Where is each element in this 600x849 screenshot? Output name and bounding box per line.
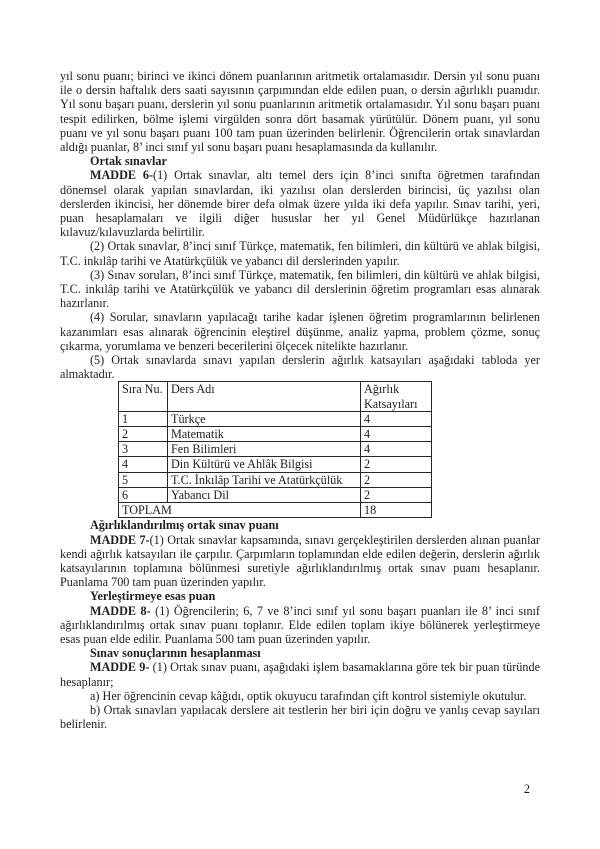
cell-ders: Yabancı Dil [168,487,361,502]
cell-sira: 5 [119,472,168,487]
paragraph-madde9 [60,660,540,688]
paragraph-item-a: a) Her öğrencinin cevap kâğıdı, optik okuyucu tarafından çift kontrol sistemiyle okutulur. [90,688,527,703]
cell-ders: T.C. İnkılâp Tarihi ve Atatürkçülük [168,472,361,487]
heading-agirliklandirilmis: Ağırlıklandırılmış ortak sınav puanı [90,518,279,533]
cell-ders: Türkçe [168,411,361,426]
table-row [119,487,432,502]
header-agirlik-katsayilari: Ağırlık Katsayıları [361,382,432,411]
cell-katsayi: 2 [361,457,432,472]
madde6-label: MADDE 6- [90,168,154,183]
cell-sira: 1 [119,411,168,426]
header-ders-adi: Ders Adı [168,382,361,411]
table-header [119,382,432,411]
cell-katsayi: 4 [361,427,432,442]
cell-toplam-value: 18 [361,503,432,518]
paragraph-madde6 [60,168,540,239]
cell-toplam-label: TOPLAM [119,503,361,518]
madde7-text: (1) Ortak sınavlar kapsamında, sınavı gerçekleştirilen derslerden alınan puanlar kendi ağırlık katsayıları ile çarpılır. Çarpımların toplamından elde edilen değerin, derslerin ağırlık katsayılarının toplamına bölünmesi suretiyle ağırlıklandırılmış ortak sınav puanı hesaplanır. Puanlama 700 tam puan üzerinden yapılır. [60,532,540,590]
cell-ders: Matematik [168,427,361,442]
madde6-text: (1) Ortak sınavlar, altı temel ders için 8’inci sınıfta öğretmen tarafından dönemsel olarak yapılan sınavlardan, iki yazılısı olan derslerden birincisi, üç yazılısı olan derslerden ikincisi, her dönemde birer defa olmak üzere yılda iki defa yapılır. Sınav tarihi, yeri, puan hesaplamaları ve ilgili diğer hususlar her yıl Genel Müdürlükçe hazırlanan kılavuz/kılavuzlarda belirtilir. [60,168,540,240]
cell-katsayi: 2 [361,487,432,502]
table-header-row [119,382,432,411]
paragraph-madde8 [60,604,540,647]
heading-yerlestirmeye-esas-puan: Yerleştirmeye esas puan [90,589,216,604]
heading-ortak-sinavlar: Ortak sınavlar [90,154,167,169]
table-row [119,427,432,442]
weight-coefficients-table [118,381,432,518]
paragraph-madde6-fikra3: (3) Sınav soruları, 8’inci sınıf Türkçe, matematik, fen bilimleri, din kültürü ve ahlak bilgisi, T.C. inkılâp tarihi ve Atatürkçülük ve yabancı dil derslerinin öğretim programları esas alınarak hazırlanır. [60,267,540,311]
cell-katsayi: 4 [361,411,432,426]
cell-ders: Din Kültürü ve Ahlâk Bilgisi [168,457,361,472]
paragraph-madde6-fikra2: (2) Ortak sınavlar, 8’inci sınıf Türkçe, matematik, fen bilimleri, din kültürü ve ahlak bilgisi, T.C. inkılâp tarihi ve Atatürkçülük ve yabancı dil derslerinden yapılır. [60,239,540,268]
cell-sira: 3 [119,442,168,457]
cell-sira: 6 [119,487,168,502]
table-row [119,442,432,457]
madde9-label: MADDE 9- [90,660,150,675]
madde8-label: MADDE 8- [90,603,151,618]
cell-sira: 4 [119,457,168,472]
page-number: 2 [523,782,530,796]
cell-ders: Fen Bilimleri [168,442,361,457]
paragraph-madde6-fikra5: (5) Ortak sınavlarda sınavı yapılan derslerin ağırlık katsayıları aşağıdaki tabloda yer almaktadır. [60,353,540,382]
paragraph-madde7 [60,533,540,590]
paragraph-madde6-fikra4: (4) Sorular, sınavların yapılacağı tarihe kadar işlenen öğretim programlarının belirlenen kazanımları esas alınarak öğrencinin eleştirel düşünme, analiz yapma, problem çözme, sonuç çıkarma, yorumlama ve benzeri becerilerini ölçecek nitelikte hazırlanır. [60,310,540,353]
table-row [119,472,432,487]
paragraph-intro: yıl sonu puanı; birinci ve ikinci dönem puanlarının aritmetik ortalamasıdır. Dersin yıl sonu puanı ile o dersin haftalık ders saati sayısının çarpımından elde edilen puan, o dersin ağırlıklı puanıdır. Yıl sonu başarı puanı, derslerin yıl sonu puanlarının aritmetik ortalamasıdır. Yıl sonu başarı puanı tespit edilirken, bölme işlemi virgülden sonra dört basamak yürütülür. Dönem puanı, yıl sonu puanı ve yıl sonu başarı puanı 100 tam puan üzerinden belirlenir. Öğrencilerin ortak sınavlardan aldığı puanlar, 8’ inci sınıf yıl sonu başarı puanı hesaplamasında da kullanılır. [60,69,540,155]
madde9-text: (1) Ortak sınav puanı, aşağıdaki işlem basamaklarına göre tek bir puan türünde hesaplanır; [60,660,540,689]
header-sira-nu: Sıra Nu. [119,382,168,411]
table-row [119,457,432,472]
table-total-row [119,503,432,518]
table-row [119,411,432,426]
cell-sira: 2 [119,427,168,442]
paragraph-item-b: b) Ortak sınavları yapılacak derslere ait testlerin her biri için doğru ve yanlış cevap sayıları belirlenir. [60,702,540,732]
heading-sinav-sonuclari: Sınav sonuçlarının hesaplanması [90,646,261,661]
madde7-label: MADDE 7- [90,532,150,547]
cell-katsayi: 4 [361,442,432,457]
madde8-text: (1) Öğrencilerin; 6, 7 ve 8’inci sınıf yıl sonu başarı puanları ile 8’ inci sınıf ağırlıklandırılmış ortak sınav puanı toplanır. Elde edilen toplam ikiye bölünerek yerleştirmeye esas puan elde edilir. Puanlama 500 tam puan üzerinden yapılır. [60,603,540,646]
document-body [60,69,540,731]
cell-katsayi: 2 [361,472,432,487]
